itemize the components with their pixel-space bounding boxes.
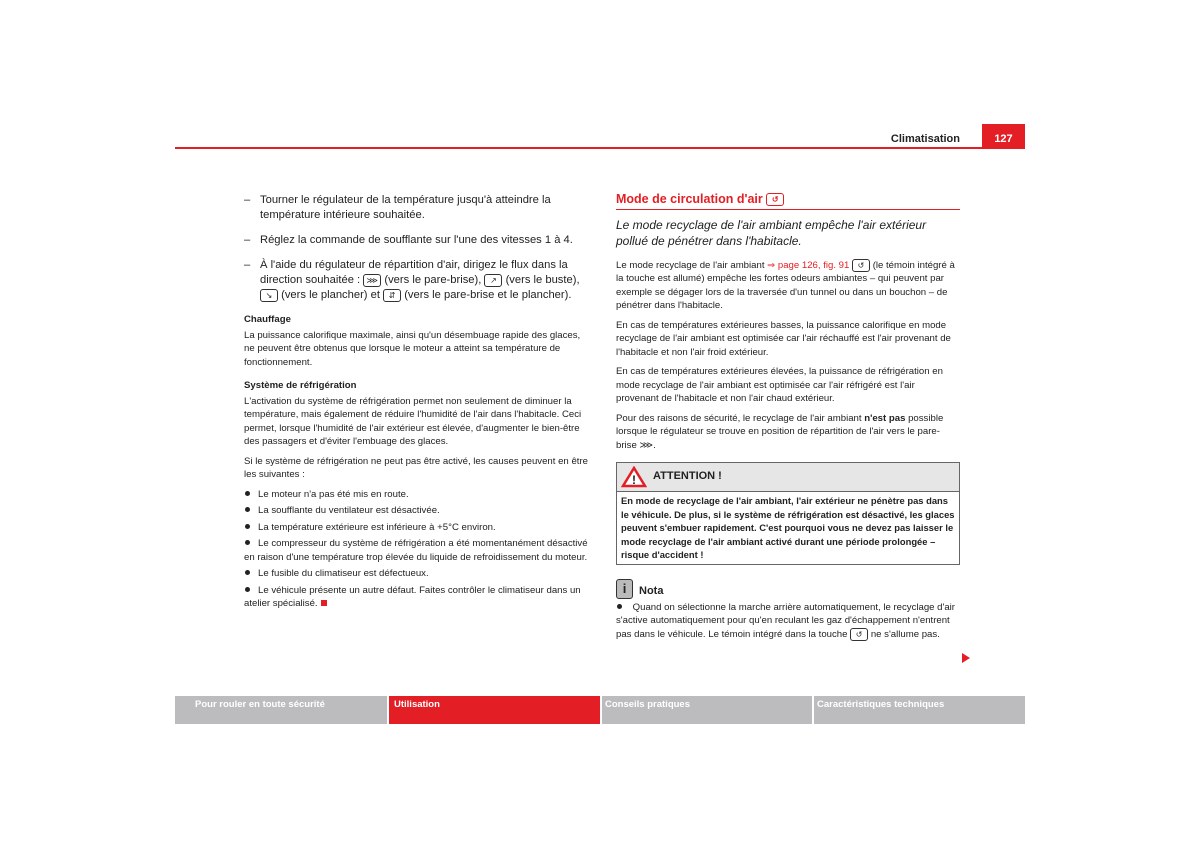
cooling-text: L'activation du système de réfrigération permet non seulement de diminuer la température, mais également de réduire l'humidité de l'air dans l'habitacle. Ceci permet, lorsque l'humidité de l'air extérieur est élevée, d'augmenter le bien-être des passagers et d'éviter l'embuage des glaces. [244,395,582,447]
list-item: Le moteur n'a pas été mis en route. [244,488,590,502]
paragraph: Pour des raisons de sécurité, le recyclage de l'air ambiant n'est pas possible lorsque le régulateur se trouve en position de répartition de l'air vers le pare-brise ⋙. [616,412,944,451]
list-item: La soufflante du ventilateur est désactivée. [244,504,590,518]
chapter-title: Climatisation [890,133,960,145]
heating-heading: Chauffage [244,314,291,325]
nav-tab-safety[interactable]: Pour rouler en toute sécurité [175,696,387,724]
continue-arrow-icon [962,653,970,663]
chest-vent-icon: ↗ [484,274,502,287]
paragraph: En cas de températures extérieures élevées, la puissance de réfrigération en mode recyclage de l'air ambiant est optimisée car l'air réfrigéré est l'air provenant de l'habitacle et non l'air chaud extérieur. [616,366,943,405]
list-item: Le véhicule présente un autre défaut. Faites contrôler le climatiseur dans un atelier spécialisé. [244,584,581,609]
step: – Tourner le régulateur de la température jusqu'à atteindre la température intérieure souhaitée. [244,193,590,223]
page-number: 127 [982,124,1025,148]
header-rule [175,147,1025,149]
step: – À l'aide du régulateur de répartition d'air, dirigez le flux dans la direction souhaitée : ⋙ (vers le pare-brise), ↗ (vers le buste), ↘ (vers le plancher) et ⇵ (vers le pare-brise et le plancher). [244,258,590,303]
warning-text: En mode de recyclage de l'air ambiant, l'air extérieur ne pénètre pas dans le véhicule. De plus, si le système de réfrigération est désactivé, les glaces peuvent s'embuer rapidement. C'est pourquoi vous ne devez pas laisser le mode recyclage de l'air ambiant activé durant une période prolongée – risque d'accident ! [621,495,955,561]
paragraph: En cas de températures extérieures basses, la puissance calorifique en mode recyclage de l'air ambiant est optimisée car l'air réchauffé est l'air provenant de l'habitacle et non l'air froid extérieur. [616,319,951,358]
recirculation-icon: ↺ [850,628,868,641]
page-link[interactable]: ⇒ page 126, fig. 91 [767,259,850,271]
windshield-icon: ⋙ [639,439,654,451]
recirculation-icon: ↺ [852,259,870,272]
list-item: Le compresseur du système de réfrigération a été momentanément désactivé en raison d'une température trop élevée du liquide de refroidissement du moteur. [244,538,588,563]
cooling-heading: Système de réfrigération [244,380,357,391]
svg-text:!: ! [632,473,636,488]
recirculation-icon: ↺ [766,193,784,206]
note-heading: i Nota [616,579,960,599]
left-column [244,193,590,614]
heating-text: La puissance calorifique maximale, ainsi qu'un désembuage rapide des glaces, ne peuvent être obtenus que lorsque le moteur a atteint sa température de fonctionnement. [244,329,581,368]
windshield-icon: ⋙ [363,274,381,287]
lead-text: Le mode recyclage de l'air ambiant empêche l'air extérieur pollué de pénétrer dans l'habitacle. [616,217,927,248]
section-heading: Mode de circulation d'air ↺ [616,193,960,210]
warning-box: ! ATTENTION ! En mode de recyclage de l'air ambiant, l'air extérieur ne pénètre pas dans le véhicule. De plus, si le système de réfrigération est désactivé, les glaces peuvent s'embuer rapidement. C'est pourquoi vous ne devez pas laisser le mode recyclage de l'air ambiant activé durant une période prolongée – risque d'accident ! [616,462,960,565]
floor-vent-icon: ↘ [260,289,278,302]
warning-icon [621,466,647,488]
list-item: Le fusible du climatiseur est défectueux. [244,567,590,581]
windshield-floor-icon: ⇵ [383,289,401,302]
note-text: Quand on sélectionne la marche arrière automatiquement, le recyclage d'air s'active automatiquement pour qu'en reculant les gaz d'échappement n'entrent pas dans le véhicule. Le témoin intégré dans la touche ↺ ne s'allume pas. [616,601,956,640]
nav-tab-tips[interactable]: Conseils pratiques [602,696,812,724]
nav-tab-specs[interactable]: Caractéristiques techniques [814,696,1025,724]
list-item: La température extérieure est inférieure à +5°C environ. [244,521,590,535]
paragraph: Le mode recyclage de l'air ambiant ⇒ page 126, fig. 91 ↺ (le témoin intégré à la touche est allumé) empêche les fortes odeurs ambiantes – qui peuvent par exemple se dégager lors de la traversée d'un tunnel ou dans un bouchon – de pénétrer dans l'habitacle. [616,259,955,312]
info-icon: i [616,579,633,599]
step: – Réglez la commande de soufflante sur l'une des vitesses 1 à 4. [244,233,590,248]
end-marker-icon [321,600,327,606]
nav-tab-usage[interactable]: Utilisation [389,696,600,724]
causes-intro: Si le système de réfrigération ne peut pas être activé, les causes peuvent en être les suivantes : [244,455,588,480]
right-column [616,193,960,647]
